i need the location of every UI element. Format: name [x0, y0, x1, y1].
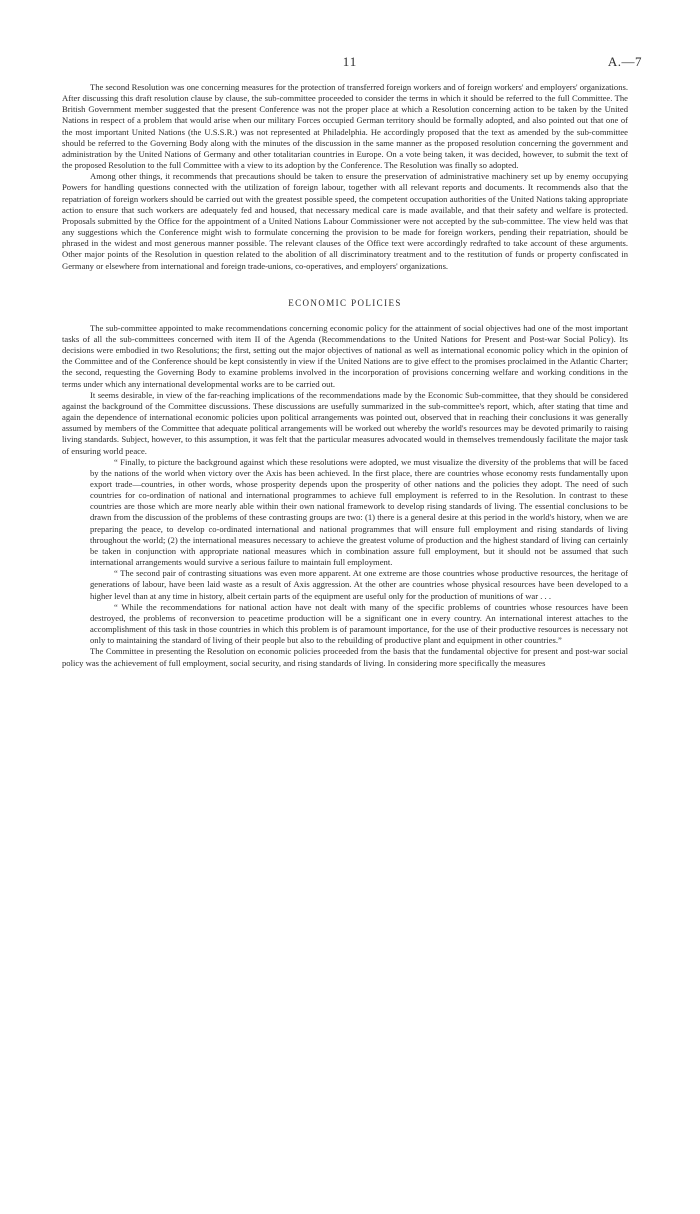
- paragraph-transferred-workers: The second Resolution was one concerning measures for the protection of transferred foreign workers and of foreign workers' and employers' organizations. After discussing this draft resolution clause by clause, the sub-committee proceeded to consider the terms in which it should be referred to the full Committee. The British Government member suggested that the present Conference was not the proper place at which a Resolution concerning action to be taken by the United Nations in respect of a problem that would arise when our military Forces occupied German territory should be formally adopted, and also pointed out that one of the most important United Nations (the U.S.S.R.) was not represented at Philadelphia. He accordingly proposed that the text as amended by the sub-committee should be referred to the Governing Body along with the minutes of the discussion in the same manner as the proposed resolution concerning the government and administration by the United Nations of Germany and other totalitarian countries in Europe. On a vote being taken, it was decided, however, to submit the text of the proposed Resolution to the full Committee with a view to its adoption by the Conference. The Resolution was finally so adopted.: [62, 82, 628, 171]
- paragraph-committee-presenting: The Committee in presenting the Resolution on economic policies proceeded from the basis that the fundamental objective for present and post-war social policy was the achievement of full employment, social security, and rising standards of living. In considering more specifically the measures: [62, 646, 628, 668]
- paragraph-precautions: Among other things, it recommends that precautions should be taken to ensure the preservation of administrative machinery set up by enemy occupying Powers for handling questions connected with the utilization of foreign labour, together with all relevant reports and documents. It recommends also that the repatriation of foreign workers should be carried out with the greatest possible speed, the competent occupation authorities of the United Nations taking appropriate action to ensure that such workers are adequately fed and housed, that necessary medical care is made available, and that their safety and welfare is protected. Proposals submitted by the Office for the appointment of a United Nations Labour Commissioner were not accepted by the sub-committee. The view held was that any suggestions which the Conference might wish to formulate concerning the provision to be made for foreign workers, pending their repatriation, should be phrased in the widest and most generous manner possible. The relevant clauses of the Office text were accordingly redrafted to take account of these arguments. Other major points of the Resolution in question related to the abolition of all discriminatory treatment and to the restitution of funds or property confiscated in Germany or elsewhere from international and foreign trade-unions, co-operatives, and employers' organizations.: [62, 171, 628, 271]
- document-body: [62, 82, 628, 669]
- paragraph-economic-subcommittee: The sub-committee appointed to make recommendations concerning economic policy for the attainment of social objectives had one of the most important tasks of all the sub-committees concerned with item II of the Agenda (Recommendations to the United Nations for Present and Post-war Social Policy). Its decisions were embodied in two Resolutions; the first, setting out the major objectives of national as well as international economic policy which in the opinion of the Committee and of the Conference should be kept consistently in view if the United Nations are to give effect to the promises proclaimed in the Atlantic Charter; the second, requesting the Governing Body to examine problems involved in the incorporation of provisions concerning welfare and working conditions in the terms under which any international developmental works are to be carried out.: [62, 322, 628, 389]
- quote-recommendations: “ While the recommendations for national action have not dealt with many of the specific problems of countries whose resources have been destroyed, the problems of reconversion to peacetime production will be a significant one in every country. An international interest attaches to the accomplishment of this task in those countries in which this problem is of paramount importance, for the use of their productive resources is necessary not only to maintaining the standard of living of their people but also to the rebuilding of productive plant and equipment in other countries.”: [90, 601, 628, 646]
- page-reference: A.—7: [607, 54, 642, 69]
- quote-finally: “ Finally, to picture the background against which these resolutions were adopted, we must visualize the diversity of the problems that will be faced by the nations of the world when victory over the Axis has been achieved. In the first place, there are countries whose economy rests fundamentally upon export trade—countries, in other words, whose prosperity depends upon the prosperity of other nations and the policies they adopt. The need of such countries for co-ordination of national and international programmes to achieve full employment is referred to in the Resolution. In contrast to these countries are those which are more nearly able within their own national framework to develop rising standards of living. The essential conclusions to be drawn from the discussion of the problems of these contrasting groups are two: (1) there is a general desire at this period in the world's history, when we are preparing the peace, to develop co-ordinated international and national programmes that will ensure full employment and rising standards of living throughout the world; (2) the international measures necessary to achieve the greatest volume of production and the highest standard of living can certainly be taken in conjunction with appropriate national measures which in combination assure full employment, but it should not be assumed that such international arrangements would survive a serious failure to maintain full employment.: [90, 456, 628, 568]
- section-heading-economic-policies: ECONOMIC POLICIES: [288, 297, 402, 308]
- paragraph-background: It seems desirable, in view of the far-reaching implications of the recommendations made by the Economic Sub-committee, that they should be considered against the background of the Committee discussions. These discussions are usefully summarized in the sub-committee's report, which, after stating that time and again the dependence of international economic policies upon political arrangements was pointed out, observed that in reaching their conclusions it was generally assumed by members of the Committee that adequate political arrangements will be worked out whereby the world's resources may be devoted primarily to raising living standards. Subject, however, to this assumption, it was felt that the particular measures advocated would in themselves tremendously facilitate the major task of ensuring world peace.: [62, 389, 628, 456]
- page-number: 11: [342, 54, 358, 69]
- quote-second-pair: “ The second pair of contrasting situations was even more apparent. At one extreme are those countries whose productive resources, the heritage of generations of labour, have been laid waste as a result of Axis aggression. At the other are countries whose physical resources have been developed to a higher level than at any time in history, albeit certain parts of the equipment are useful only for the production of munitions of war . . .: [90, 568, 628, 601]
